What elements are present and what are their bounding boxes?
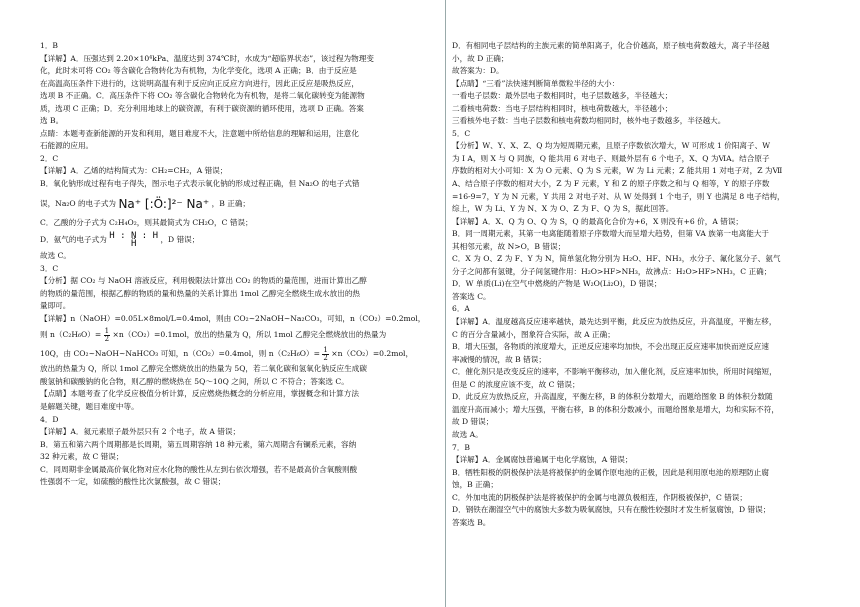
text-segment: ，B 正确；	[211, 198, 251, 208]
text-line: 5．C	[452, 128, 471, 138]
text-segment: ×n（CO₂）=0.2mol，	[331, 349, 414, 359]
text-line: 质，选项 C 正确；D．充分利用地球上的碳资源，有利于碳资源的循环使用，选项 D 正确。答案	[40, 103, 364, 113]
text-segment: D．氨气的电子式为	[40, 235, 107, 245]
text-line: 答案选 C。	[452, 291, 491, 301]
text-line: 【分析】据 CO₂ 与 NaOH 溶液反应，利用极限法计算出 CO₂ 的物质的量范围，进而计算出乙醇	[40, 276, 367, 286]
text-line: 二看核电荷数：当电子层结构相同时，核电荷数越大，半径越小；	[452, 103, 673, 113]
text-line: B．牺牲阳极的阴极保护法是将被保护的金属作原电池的正极，因此是利用原电池的原理防止腐	[452, 467, 769, 477]
text-line: 2．C	[40, 153, 59, 163]
text-line: 7．B	[452, 442, 471, 452]
text-line: 【详解】A．乙烯的结构简式为：CH₂=CH₂，A 错误；	[40, 166, 228, 176]
text-line: 量即可。	[40, 301, 71, 311]
text-line: 【详解】A．温度越高反应速率越快，最先达到平衡，此反应为放热反应，升高温度，平衡左移，	[452, 317, 777, 327]
text-line: C．X 为 O、Z 为 F、Y 为 N，简单氢化物分别为 H₂O、HF、NH₃，水分子、氟化氢分子、氨气	[452, 254, 781, 264]
text-line: 三看核外电子数：当电子层数和核电荷数均相同时，核外电子数越多，半径越大。	[452, 116, 726, 126]
text-segment: ，D 错误；	[160, 235, 200, 245]
text-line: 3．C	[40, 263, 59, 273]
fraction	[104, 328, 110, 343]
text-line: 点睛：本题考查新能源的开发和利用，题目难度不大，注意题中所给信息的理解和运用，注意化	[40, 128, 359, 138]
text-line: 【详解】A．氦元素原子最外层只有 2 个电子，故 A 错误；	[40, 427, 241, 437]
text-line: 故答案为：D。	[452, 66, 504, 76]
text-line: 故选 C。	[40, 251, 72, 261]
text-line: 6．A	[452, 304, 470, 314]
text-line: 【详解】n（NaOH）=0.05L×8mol/L=0.4mol，则由 CO₂~2NaOH~Na₂CO₃，可知，n（CO₂）=0.2mol，	[40, 313, 426, 323]
text-segment: 10Q，由 CO₂~NaOH~NaHCO₃ 可知，n（CO₂）=0.4mol，则 n（C₂H₆O）=	[40, 349, 320, 359]
text-line: 温度升高而减小；增大压强，平衡右移，B 的体积分数减小，而题给图象是增大，均和实际不符，	[452, 404, 779, 414]
text-line: B．增大压强，各物质的浓度增大，正逆反应速率均加快，不会出现正反应速率加快而逆反应速	[452, 342, 769, 352]
text-line: 率减慢的情况，故 B 错误；	[452, 354, 546, 364]
formula-row: Ḧ	[130, 239, 137, 250]
text-line: 酸氢钠和碳酸钠的化合物，则乙醇的燃烧热在 5Q～10Q 之间，所以 C 不符合；答案选 C。	[40, 376, 349, 386]
text-line-with-fraction	[40, 344, 438, 363]
text-line: C．外加电流的阴极保护法是将被保护的金属与电源负极相连，作阴极被保护，C 错误；	[452, 492, 747, 502]
text-line: 其相邻元素，故 N>O，B 错误；	[452, 241, 566, 251]
text-line: B．氧化钠形成过程有电子得失，图示电子式表示氧化钠的形成过程正确，但 Na₂O 的电子式错	[40, 179, 360, 189]
text-line: D．有相同电子层结构的主族元素的简单阳离子，化合价越高，原子核电荷数越大，离子半径越	[452, 41, 770, 50]
text-line-with-formula	[40, 229, 438, 250]
text-segment: ×n（CO₂）=0.1mol，放出的热量为 Q，所以 1mol 乙醇完全燃烧放出的热量为	[112, 330, 387, 340]
text-line	[452, 542, 842, 555]
right-column	[452, 40, 842, 554]
text-line: 【详解】A．压强达到 2.20×10⁴kPa、温度达到 374℃时，水成为“超临界状态”，该过程为物理变	[40, 53, 374, 63]
text-line: 【点睛】“三看”法快速判断简单微粒半径的大小：	[452, 78, 620, 88]
text-line: A、结合原子序数的相对大小，Z 为 F 元素，Y 和 Z 的原子序数之和与 Q 相等，Y 的原子序数	[452, 179, 770, 189]
text-line: 但是 C 的浓度应该不变，故 C 错误；	[452, 379, 580, 389]
text-line: 【详解】A．金属腐蚀普遍属于电化学腐蚀，A 错误；	[452, 455, 633, 465]
text-line-with-formula	[40, 191, 438, 217]
text-line: 序数的相对大小可知：X 为 O 元素、Q 为 S 元素，W 为 Li 元素；Z 能共用 1 对电子对，Z 为Ⅶ	[452, 166, 783, 176]
text-line: 石能源的应用。	[40, 141, 94, 151]
text-line: 蚀，B 正确；	[452, 480, 498, 490]
na2o-electron-formula: Na⁺ [:Ö:]²⁻ Na⁺	[118, 196, 210, 211]
formula-row: H : N : H	[109, 231, 159, 242]
text-line: 【点睛】本题考查了化学反应极值分析计算，反应燃烧热概念的分析应用，掌握概念和计算方法	[40, 389, 359, 399]
text-line: 在高温高压条件下进行的，这说明高温有利于反应向正反应方向进行，因此正反应是吸热反应，	[40, 78, 359, 88]
column-divider	[445, 0, 446, 607]
text-line: C．同周期非金属最高价氧化物对应水化物的酸性从左到右依次增强，若不是最高价含氧酸则酸	[40, 464, 358, 474]
text-line: 是解题关键，题目难度中等。	[40, 402, 139, 412]
text-line: 【详解】A．X、Q 为 O、Q 为 S，Q 的最高化合价为+6，X 则没有+6 价，A 错误；	[452, 216, 744, 226]
text-line: 【分析】W、Y、X、Z、Q 均为短周期元素，且原子序数依次增大，W 可形成 1 价阳离子、W	[452, 141, 771, 151]
text-line: D．W 单质(Li)在空气中燃烧的产物是 W₂O(Li₂O)，D 错误；	[452, 279, 662, 289]
text-line: 分子之间都有氢键，分子间氢键作用：H₂O>HF>NH₃，故沸点：H₂O>HF>NH₃，C 正确；	[452, 266, 772, 276]
text-line: =16-9=7，Y 为 N 元素，Y 共用 2 对电子对、从 W 处得到 1 个电子，则 Y 也满足 8 电子结构，	[452, 191, 785, 201]
text-line: 化，此时未可将 CO₂ 等含碳化合物转化为有机物，为化学变化，选项 A 正确；B．由于反应是	[40, 66, 357, 76]
text-line	[452, 529, 842, 542]
text-line: 选 B。	[40, 116, 64, 126]
text-line-with-fraction	[40, 325, 438, 344]
text-line: 性强弱不一定，如硫酸的酸性比次氯酸强，故 C 错误；	[40, 477, 226, 487]
text-line: 小，故 D 正确；	[452, 53, 509, 63]
text-line: 答案选 B。	[452, 517, 491, 527]
text-segment: 误，Na₂O 的电子式为	[40, 198, 117, 208]
text-line: D．钢铁在潮湿空气中的腐蚀大多数为吸氧腐蚀，只有在酸性较强时才发生析氢腐蚀，D 错误；	[452, 505, 771, 515]
text-line: C．乙酸的分子式为 C₂H₄O₂，则其最简式为 CH₂O，C 错误；	[40, 217, 253, 227]
text-line: 4．D	[40, 414, 59, 424]
text-segment: 则 n（C₂H₆O）=	[40, 330, 102, 340]
denominator: 2	[323, 353, 328, 362]
text-line: 为 I A，则 X 与 Q 同族，Q 能共用 6 对电子、则最外层有 6 个电子，X、Q 为ⅥA。结合原子	[452, 153, 770, 163]
text-line: 的物质的量范围，根据乙醇的物质的量和热量的关系计算出 1mol 乙醇完全燃烧生成水放出的热	[40, 288, 361, 298]
text-line: D．此反应为放热反应，升高温度，平衡左移，B 的体积分数增大，而题给图象 B 的体积分数随	[452, 392, 773, 402]
nh3-electron-formula	[109, 232, 158, 248]
text-line: 一看电子层数：最外层电子数相同时，电子层数越多，半径越大；	[452, 91, 673, 101]
text-line: 综上，W 为 Li、Y 为 N、X 为 O、Z 为 F、Q 为 S，据此回答。	[452, 204, 674, 214]
denominator: 2	[104, 334, 110, 343]
text-line: C 的百分含量减小，图象符合实际，故 A 正确；	[452, 329, 615, 339]
text-line: 故选 A。	[452, 429, 483, 439]
text-line: C．催化剂只是改变反应的速率，不影响平衡移动，加入催化剂，反应速率加快，所用时间缩短，	[452, 367, 777, 377]
text-line: 32 种元素，故 C 错误；	[40, 452, 124, 462]
fraction	[322, 347, 328, 362]
text-line: B．同一周期元素，其第一电离能随着原子序数增大而呈增大趋势，但第 VA 族第一电离能大于	[452, 229, 770, 239]
text-line: 选项 B 不正确。C．高压条件下将 CO₂ 等含碳化合物转化为有机物，是将二氧化碳转变为能源物	[40, 91, 365, 101]
left-column	[40, 40, 438, 489]
numerator: 1	[323, 345, 328, 354]
numerator: 1	[104, 326, 110, 335]
text-line: B．第五和第六两个周期都是长周期，第五周期容纳 18 种元素，第六周期含有镧系元素，容纳	[40, 439, 357, 449]
text-line: 1．B	[40, 41, 59, 50]
text-line: 放出的热量为 Q，所以 1mol 乙醇完全燃烧放出的热量为 5Q，若二氧化碳和氢氧化钠反应生成碳	[40, 364, 367, 374]
text-line: 故 D 错误；	[452, 417, 494, 427]
